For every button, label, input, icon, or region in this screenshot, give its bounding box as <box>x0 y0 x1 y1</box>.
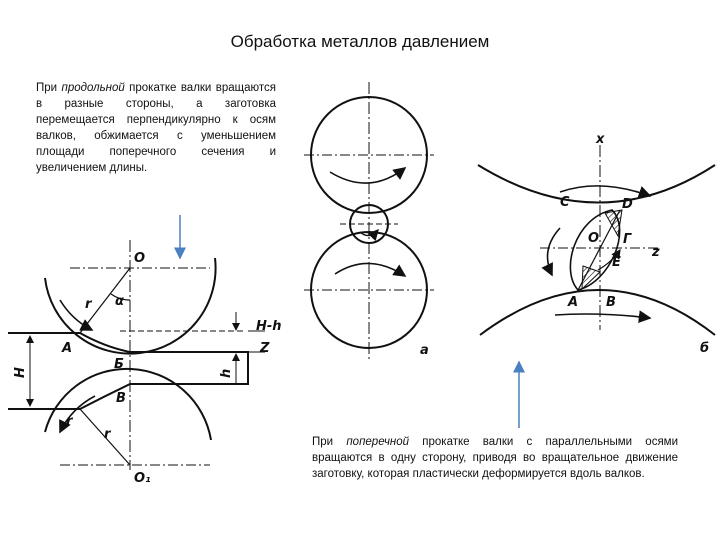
label-V: В <box>116 391 126 406</box>
label-r-bottom-2: r <box>104 427 111 442</box>
label-H: H <box>13 367 28 378</box>
label-O: O <box>134 251 146 266</box>
label-A: A <box>62 341 73 356</box>
text-body: прокатке валки с параллельными осями вращаются в одну сторону, приводя во вращательное движение заготовку, которая пластически деформируется вдоль валков. <box>312 436 678 480</box>
label-B-cyr: Б <box>114 357 124 372</box>
emphasis-word: продольной <box>61 82 125 94</box>
text-body: прокатке валки вращаются в разные стороны, а заготовка перемещается перпендикулярно к осям валков, обжимается с уменьшением площади поперечного сечения и увеличением длины. <box>36 82 276 174</box>
label-r-top: r <box>85 297 92 312</box>
bottom-roll-rotation-arrow <box>555 314 650 318</box>
longitudinal-labels <box>13 251 282 486</box>
label-B: В <box>606 295 616 310</box>
label-E: E <box>612 255 621 270</box>
label-H-h: H-h <box>256 319 282 334</box>
figure-label-b: б <box>700 341 710 356</box>
bottom-roll-arc <box>45 369 211 440</box>
bottom-roll-rotation-arrow <box>335 263 405 276</box>
label-O1: O₁ <box>134 471 151 486</box>
label-G: Г <box>623 232 632 247</box>
figure-label-a: а <box>420 343 429 358</box>
top-roll-arc <box>478 165 715 203</box>
label-x: x <box>596 132 605 147</box>
text-prefix: При <box>36 82 62 94</box>
transverse-labels <box>560 132 709 356</box>
label-h: h <box>219 368 234 378</box>
top-roll-rotation-arrow <box>330 168 405 183</box>
text-prefix: При <box>312 436 347 448</box>
label-r-bottom-1: r <box>66 414 73 429</box>
rolls-diagram <box>304 82 434 362</box>
label-alpha: α <box>115 294 124 309</box>
label-D: D <box>622 197 633 212</box>
workpiece-outline <box>8 333 248 409</box>
longitudinal-rolling-diagram <box>8 240 265 470</box>
slide-title: Обработка металлов давлением <box>230 32 490 51</box>
label-A: A <box>568 295 579 310</box>
label-O: O <box>588 231 600 246</box>
label-C: С <box>560 195 570 210</box>
label-Z: Z <box>260 341 270 356</box>
diagonal-line <box>577 210 620 292</box>
emphasis-word: поперечной <box>346 436 410 448</box>
bottom-roll-arc <box>480 290 715 335</box>
label-z: z <box>652 245 660 260</box>
top-roll-rotation-arrow <box>560 186 650 196</box>
left-rotation-arrow <box>548 228 561 275</box>
